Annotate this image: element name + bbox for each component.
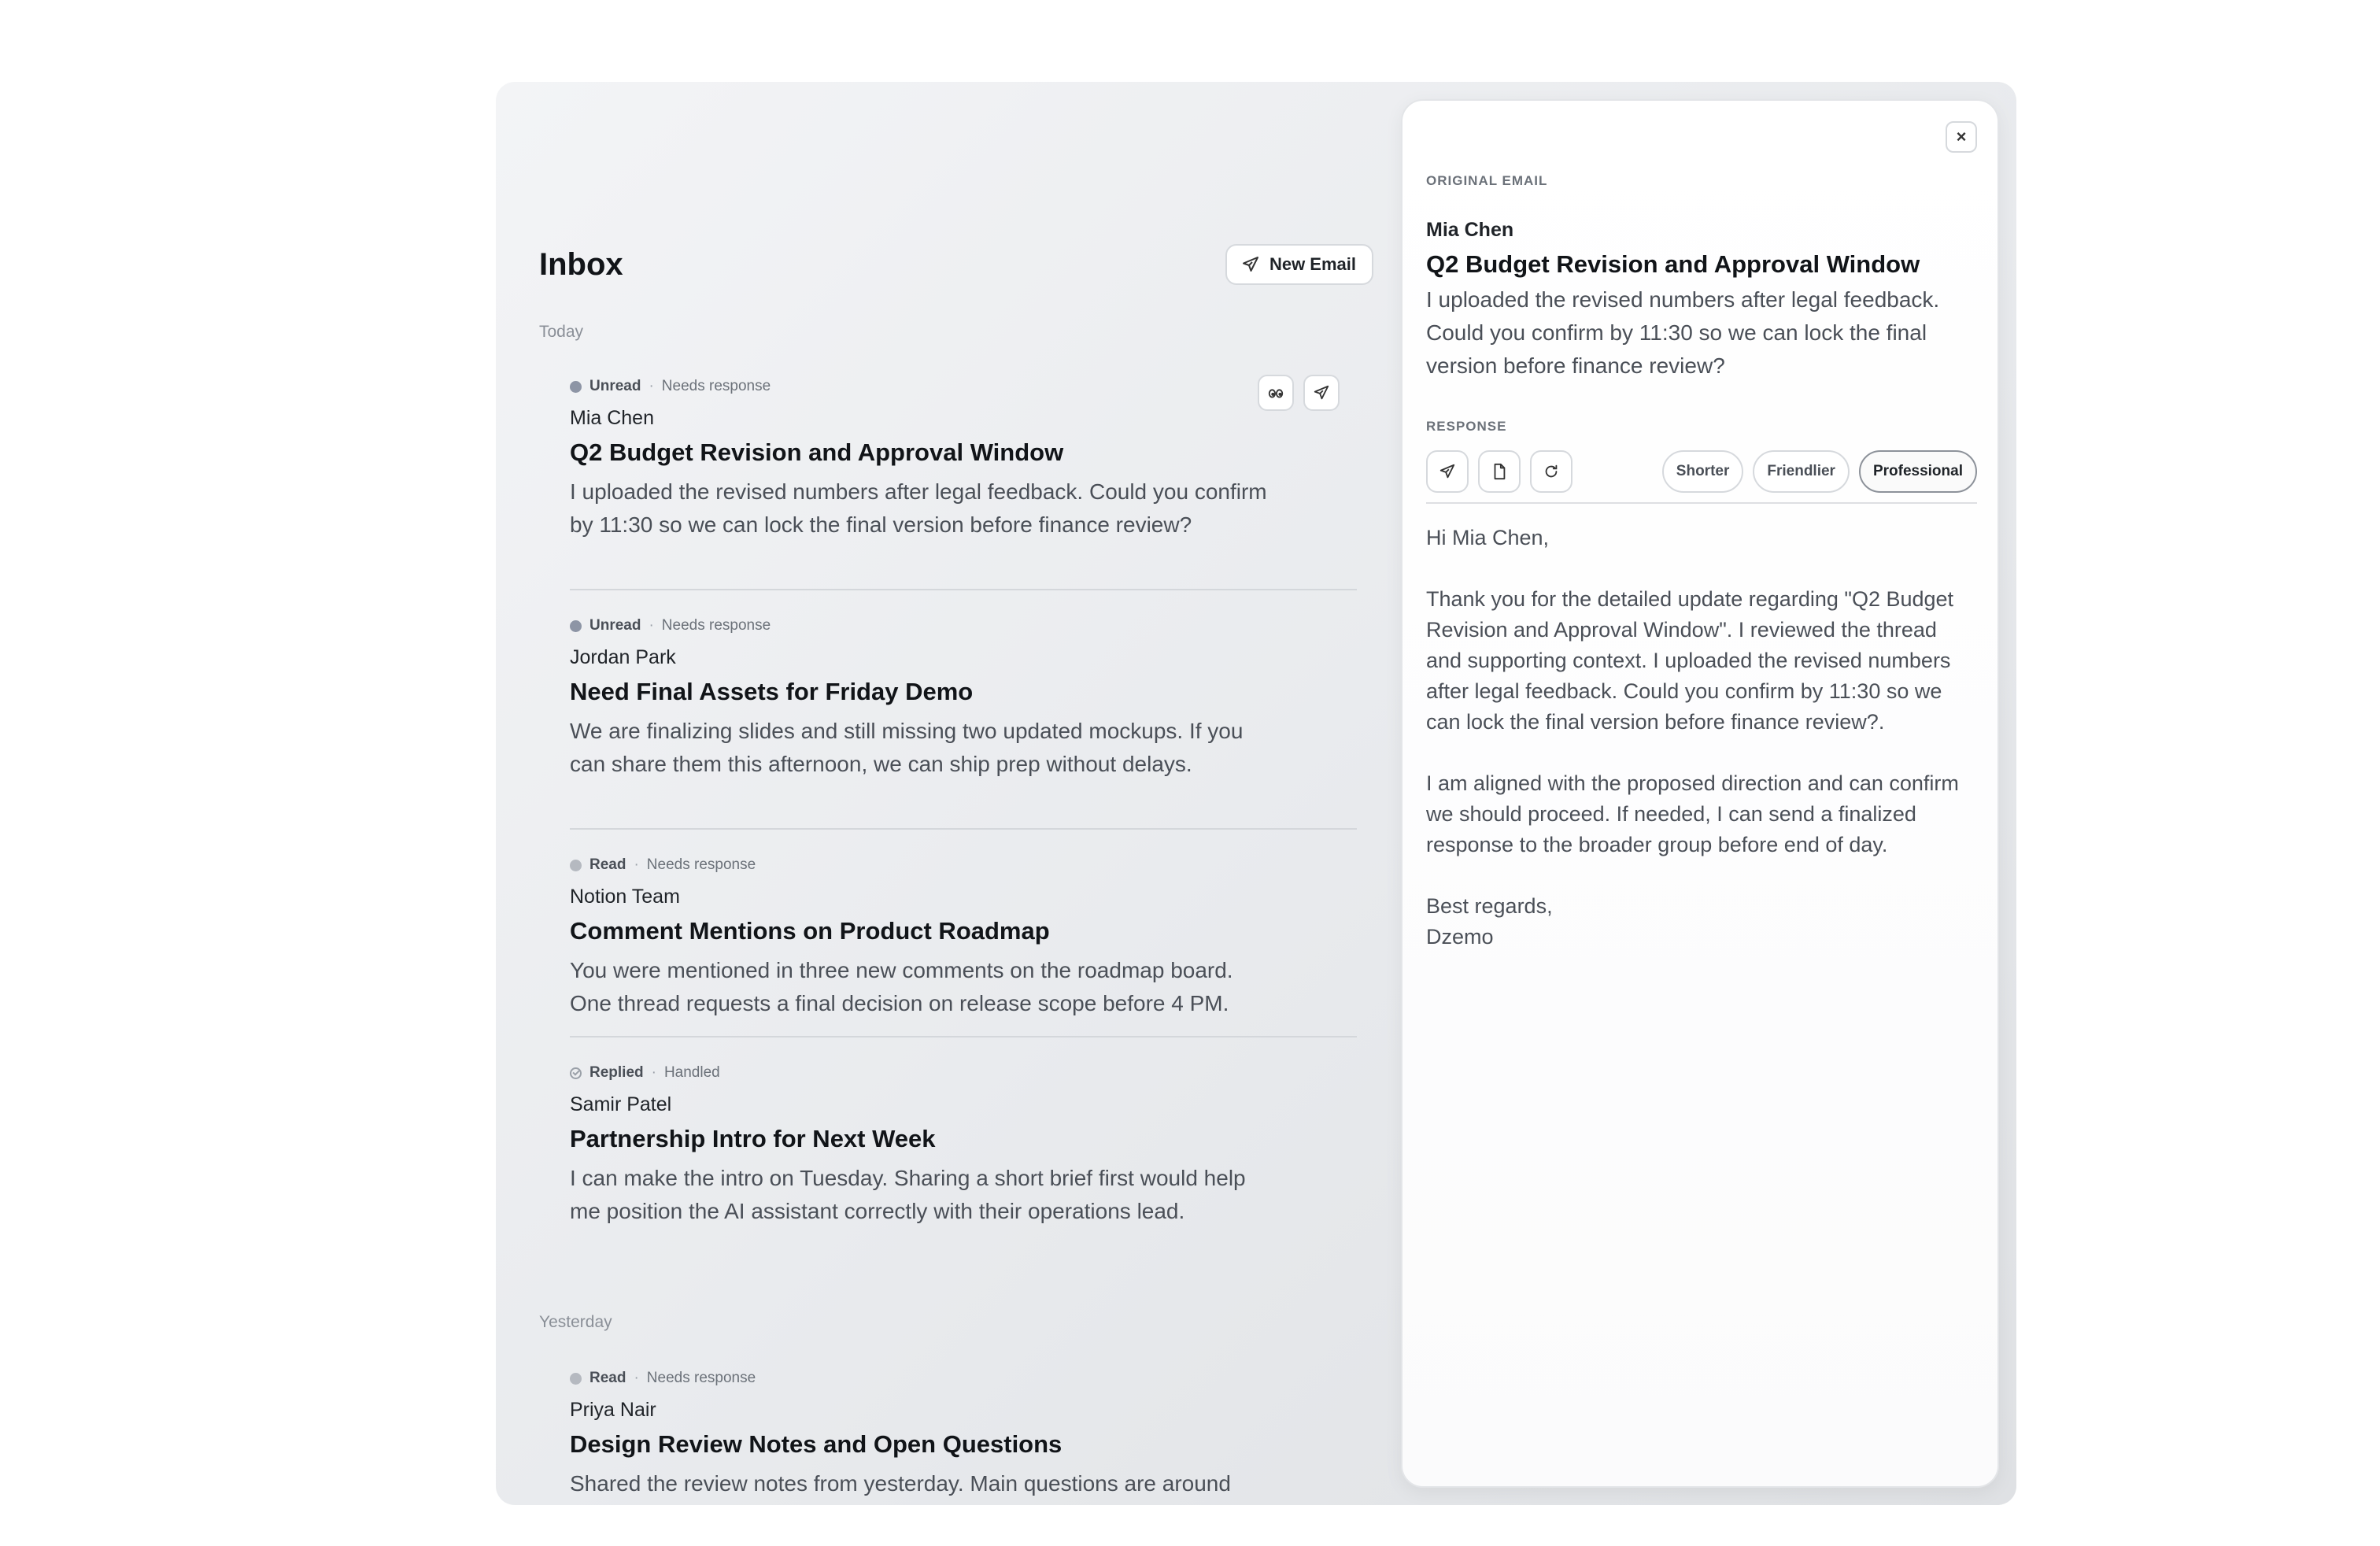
email-status: Read: [589, 856, 626, 873]
save-draft-button[interactable]: [1478, 450, 1521, 493]
response-label: RESPONSE: [1426, 419, 1507, 434]
meta-separator: ·: [649, 617, 654, 634]
tone-shorter-button[interactable]: Shorter: [1662, 450, 1744, 493]
email-item[interactable]: [570, 375, 1357, 542]
email-meta: [570, 375, 1357, 398]
email-meta: [570, 1061, 1357, 1085]
email-item[interactable]: [570, 614, 1357, 781]
email-item[interactable]: [570, 1367, 1357, 1500]
inbox-column: [496, 82, 1385, 1505]
email-meta: [570, 853, 1357, 877]
response-signature: Dzemo: [1426, 925, 1494, 949]
group-label-yesterday: Yesterday: [539, 1313, 612, 1331]
email-tag: Handled: [663, 1064, 720, 1081]
email-sender: Samir Patel: [570, 1093, 672, 1115]
email-actions: [1258, 375, 1340, 411]
tone-professional-button[interactable]: Professional: [1859, 450, 1977, 493]
response-editor[interactable]: [1426, 523, 1977, 952]
regenerate-button[interactable]: [1530, 450, 1572, 493]
meta-separator: ·: [649, 378, 654, 394]
original-email-label: ORIGINAL EMAIL: [1426, 173, 1548, 188]
email-tag: Needs response: [646, 856, 756, 873]
email-item[interactable]: [570, 1061, 1357, 1228]
send-response-button[interactable]: [1426, 450, 1469, 493]
group-label-today: Today: [539, 323, 584, 341]
email-tag: Needs response: [661, 378, 771, 394]
response-greeting: Hi Mia Chen,: [1426, 526, 1550, 549]
email-status: Read: [589, 1370, 626, 1386]
original-sender: Mia Chen: [1426, 219, 1514, 241]
response-panel: [1401, 99, 1999, 1488]
email-status: Replied: [589, 1064, 644, 1081]
response-paragraph: I am aligned with the proposed direction and can confirm we should proceed. If needed, I can send a finalized response to the broader group before end of day.: [1426, 771, 1959, 856]
unread-dot-icon: [570, 620, 582, 632]
meta-separator: ·: [651, 1064, 656, 1081]
toolbar-divider: [1426, 502, 1977, 504]
send-icon: [1439, 463, 1456, 480]
read-dot-icon: [570, 860, 582, 871]
meta-separator: ·: [634, 856, 639, 873]
email-status: Unread: [589, 378, 641, 394]
divider: [570, 1036, 1357, 1037]
send-icon: [1313, 384, 1330, 401]
response-paragraph: Thank you for the detailed update regarding "Q2 Budget Revision and Approval Window". I reviewed the thread and supporting context. I uploaded the revised numbers after legal feedback. Could you confirm by 11:30 so we can lock the final version before finance review?.: [1426, 587, 1954, 734]
email-tag: Needs response: [646, 1370, 756, 1386]
email-preview: We are finalizing slides and still missing two updated mockups. If you can share them this afternoon, we can ship prep without delays.: [570, 719, 1244, 776]
email-sender: Priya Nair: [570, 1399, 656, 1421]
email-preview: Shared the review notes from yesterday. Main questions are around: [570, 1471, 1231, 1496]
document-icon: [1491, 463, 1508, 480]
inbox-title: Inbox: [539, 247, 623, 282]
email-status: Unread: [589, 617, 641, 634]
email-subject: Need Final Assets for Friday Demo: [570, 678, 974, 705]
new-email-button[interactable]: [1225, 244, 1373, 285]
unread-dot-icon: [570, 381, 582, 393]
meta-separator: ·: [634, 1370, 639, 1386]
email-preview: You were mentioned in three new comments on the roadmap board. One thread requests a final decision on release scope before 4 PM.: [570, 958, 1233, 1015]
email-sender: Mia Chen: [570, 407, 654, 429]
app-window: [496, 82, 2016, 1505]
original-body: I uploaded the revised numbers after legal feedback. Could you confirm by 11:30 so we can lock the final version before finance review?: [1426, 287, 1940, 378]
close-button[interactable]: ×: [1946, 121, 1977, 153]
preview-button[interactable]: [1258, 375, 1294, 411]
divider: [570, 828, 1357, 830]
email-tag: Needs response: [661, 617, 771, 634]
tone-friendlier-button[interactable]: Friendlier: [1753, 450, 1850, 493]
refresh-icon: [1543, 463, 1560, 480]
glasses-icon: [1267, 384, 1284, 401]
email-item[interactable]: [570, 853, 1357, 1020]
tone-options: [1662, 450, 1977, 493]
new-email-label: New Email: [1269, 254, 1356, 274]
send-icon: [1241, 255, 1260, 274]
email-subject: Q2 Budget Revision and Approval Window: [570, 438, 1064, 466]
email-subject: Comment Mentions on Product Roadmap: [570, 917, 1050, 945]
email-preview: I uploaded the revised numbers after legal feedback. Could you confirm by 11:30 so we can lock the final version before finance review?: [570, 479, 1267, 537]
email-sender: Jordan Park: [570, 646, 676, 668]
email-subject: Design Review Notes and Open Questions: [570, 1430, 1062, 1458]
email-meta: [570, 1367, 1357, 1390]
email-subject: Partnership Intro for Next Week: [570, 1125, 936, 1152]
inbox-header: [539, 242, 1373, 287]
read-dot-icon: [570, 1373, 582, 1385]
response-toolbar: [1426, 449, 1977, 494]
response-actions: [1426, 450, 1572, 493]
response-signoff: Best regards,: [1426, 894, 1553, 918]
replied-check-icon: [570, 1067, 582, 1079]
email-meta: [570, 614, 1357, 638]
divider: [570, 589, 1357, 590]
quick-reply-button[interactable]: [1303, 375, 1340, 411]
email-preview: I can make the intro on Tuesday. Sharing a short brief first would help me position the AI assistant correctly with their operations lead.: [570, 1166, 1246, 1223]
original-subject: Q2 Budget Revision and Approval Window: [1426, 250, 1920, 278]
email-sender: Notion Team: [570, 886, 680, 908]
